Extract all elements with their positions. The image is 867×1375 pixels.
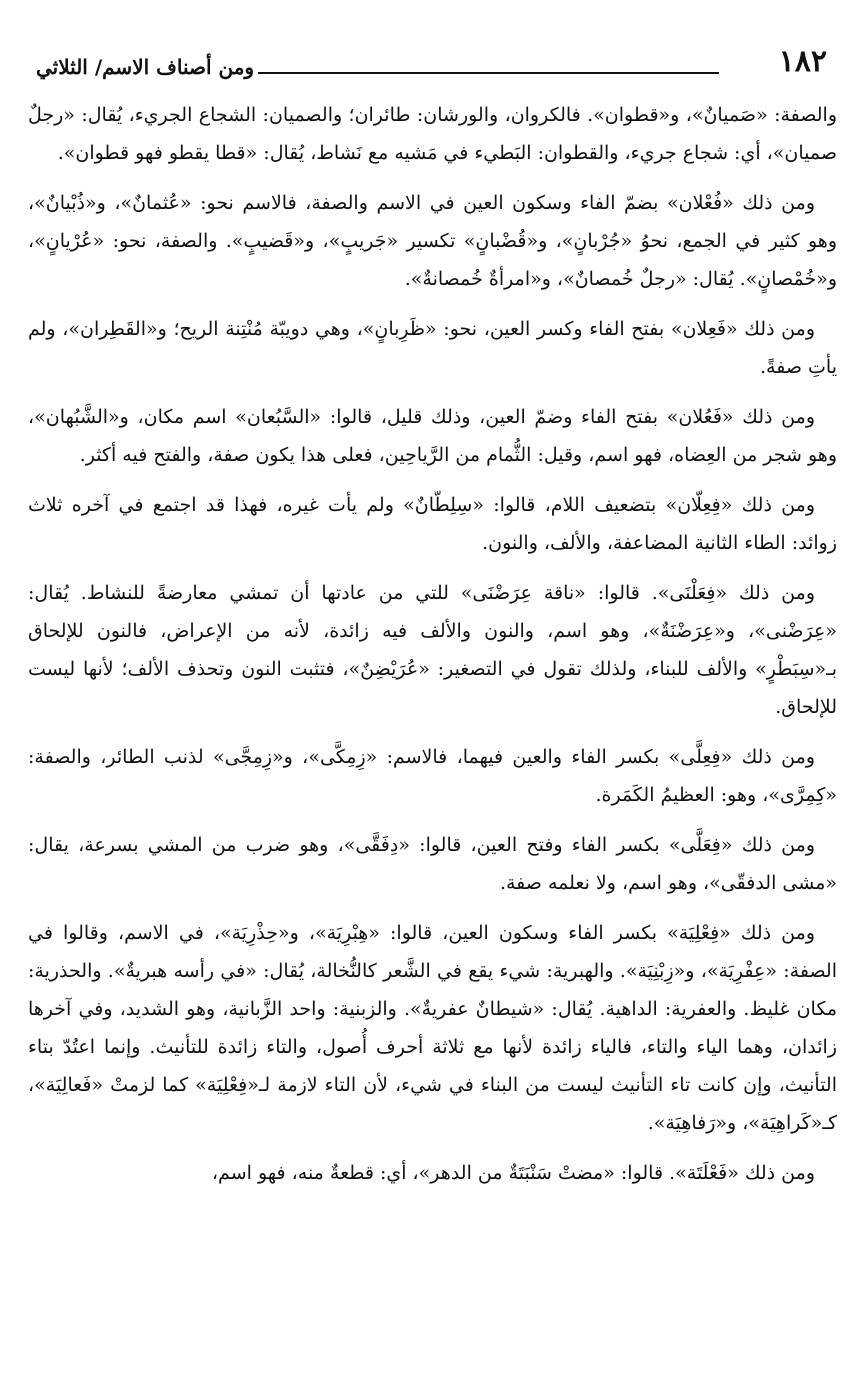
- body-text: [28, 96, 837, 1192]
- page-header: [28, 0, 837, 96]
- paragraph: ومن ذلك «فَعِلان» بفتح الفاء وكسر العين، نحو: «ظَرِبانٍ»، وهي دويبّة مُنْتِنة الريح؛ و«القَطِران»، ولم يأتِ صفةً.: [28, 318, 837, 378]
- paragraph: ومن ذلك «فَعْلَتَة». قالوا: «مضتْ سَنْبَتَةٌ من الدهر»، أي: قطعةٌ منه، فهو اسم،: [211, 1162, 815, 1184]
- paragraph: ومن ذلك «فِعِلَّى» بكسر الفاء والعين فيهما، فالاسم: «زِمِكَّى»، و«زِمِجَّى» لذنب الطائر، والصفة: «كِمِرَّى»، وهو: العظيمُ الكَمَرة.: [28, 746, 837, 806]
- paragraph: ومن ذلك «فَعُلان» بفتح الفاء وضمّ العين، وذلك قليل، قالوا: «السَّبُعان» اسم مكان، و«الشَّبُهان»، وهو شجر من العِضاه، فهو اسم، وقيل: الثُّمام من الرَّياحِين، فعلى هذا يكون صفة، والفتح فيه أكثر.: [28, 406, 837, 466]
- paragraph: ومن ذلك «فِعْلِيَة» بكسر الفاء وسكون العين، قالوا: «هِبْرِيَة»، و«حِذْرِيَة»، في الاسم، وقالوا في الصفة: «عِفْرِيَة»، و«زِبْنِيَة». والهبرية: شيء يقع في الشَّعر كالنُّخالة، يُقال: «في رأسه هبريةٌ». والحذرية: مكان غليظ. والعفرية: الداهية. يُقال: «شيطانٌ عفريةٌ». والزبنية: واحد الزَّبانية، وهو الشديد، وفي آخرها زائدان، وهما الياء والتاء، فالياء زائدة لأنها مع ثلاثة أحرف أُصول، والتاء زائدة للتأنيث. وإنما اعتُدّ بتاء التأنيث، وإن كانت تاء التأنيث ليست من البناء في شيء، لأن التاء لازمة لـ«فِعْلِيَة» كما لزمتْ «فَعالِيَة»، كـ«كَراهِيَة»، و«رَفاهِيَة».: [28, 922, 837, 1134]
- header-rule: [258, 72, 719, 74]
- paragraph: والصفة: «صَميانٌ»، و«قطوان». فالكروان، والورشان: طائران؛ والصميان: الشجاع الجريء، يُقال: «رجلٌ صميان»، أي: شجاع جريء، والقطوان: البَطيء في مَشيه مع نَشاط، يُقال: «قطا يقطو فهو قطوان».: [28, 104, 837, 164]
- running-title: ومن أصناف الاسم/ الثلاثي: [36, 55, 255, 79]
- paragraph: ومن ذلك «فِعَلْنَى». قالوا: «ناقة عِرَضْنَى» للتي من عادتها أن تمشي معارضةً للنشاط. يُقال: «عِرَضْنى»، و«عِرَضْنَةٌ»، وهو اسم، والنون والألف فيه زائدة، لأنه من الإعراض، فالنون للإلحاق بـ«سِبَطْرٍ» والألف للبناء، ولذلك تقول في التصغير: «عُرَيْضِنٌ»، فتثبت النون وتحذف الألف؛ لأنها ليست للإلحاق.: [28, 582, 837, 718]
- page-number: ١٨٢: [778, 44, 827, 79]
- paragraph: ومن ذلك «فِعَلَّى» بكسر الفاء وفتح العين، قالوا: «دِفَقَّى»، وهو ضرب من المشي بسرعة، يقال: «مشى الدفقّى»، وهو اسم، ولا نعلمه صفة.: [28, 834, 837, 894]
- paragraph: ومن ذلك «فِعِلّان» بتضعيف اللام، قالوا: «سِلِطّانٌ» ولم يأت غيره، فهذا قد اجتمع في آخره ثلاث زوائد: الطاء الثانية المضاعفة، والألف، والنون.: [28, 494, 837, 554]
- paragraph: ومن ذلك «فُعْلان» بضمّ الفاء وسكون العين في الاسم والصفة، فالاسم نحو: «عُثمانٌ»، و«ذُبْيانٌ»، وهو كثير في الجمع، نحوُ «جُرْبانٍ»، و«قُضْبانٍ» تكسير «جَريبٍ»، و«قَضيبٍ». والصفة، نحو: «عُرْيانٍ»، و«خُمْصانٍ». يُقال: «رجلٌ خُمصانٌ»، و«امرأةٌ خُمصانةٌ».: [28, 192, 837, 290]
